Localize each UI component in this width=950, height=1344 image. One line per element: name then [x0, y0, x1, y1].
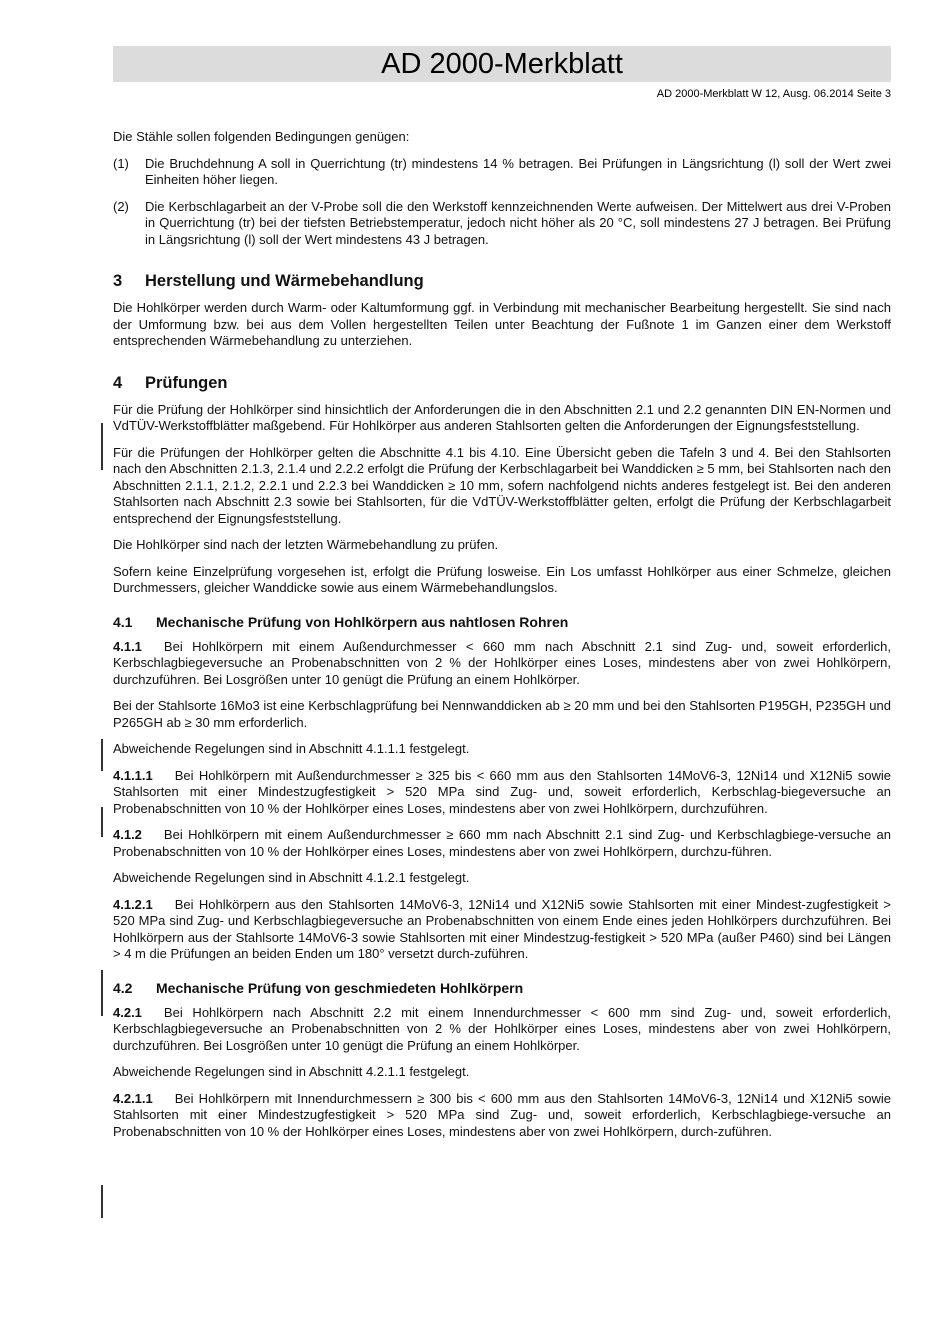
clause — [113, 639, 891, 689]
header-bar — [113, 46, 891, 82]
subsection-heading — [113, 979, 891, 997]
change-bar — [101, 423, 103, 470]
subsection-heading — [113, 613, 891, 631]
clause-text: Bei Hohlkörpern mit Innendurchmessern ≥ 300 bis < 600 mm aus den Stahlsorten 14MoV6-3, 12Ni14 und X12Ni5 sowie Stahlsorten mit einer Mindestzugfestigkeit > 520 MPa sind Zug- und, soweit erforderlich, Kerbschlagbiege-versuche an Probenabschnitten von 10 % der Hohlkörper eines Loses, mindestens aber von zwei Hohlkörpern, durch-zuführen. — [113, 1090, 891, 1139]
clause-text: Bei Hohlkörpern mit Außendurchmesser ≥ 325 bis < 660 mm aus den Stahlsorten 14MoV6-3, 12Ni14 und X12Ni5 sowie Stahlsorten mit einer Mindestzugfestigkeit > 520 MPa sind Zug- und, soweit erforderlich, Kerbschlag-biegeversuche an Probenabschnitten von 10 % der Hohlkörper eines Loses, mindestens aber von zwei Hohlkörpern, durchzuführen. — [113, 767, 891, 816]
page-title: AD 2000-Merkblatt — [381, 48, 623, 80]
list-item-number: (2) — [113, 198, 129, 214]
clause — [113, 1091, 891, 1141]
list-item — [113, 156, 891, 189]
list-item-text: Die Bruchdehnung A soll in Querrichtung (tr) mindestens 14 % betragen. Bei Prüfungen in Längsrichtung (l) soll der Wert zwei Einheiten höher liegen. — [145, 155, 891, 187]
change-bar — [101, 807, 103, 837]
paragraph: Bei der Stahlsorte 16Mo3 ist eine Kerbschlagprüfung bei Nennwanddicken ab ≥ 20 mm und bei den Stahlsorten P195GH, P235GH und P265GH ab ≥ 30 mm erforderlich. — [113, 698, 891, 730]
section-number: 4 — [113, 373, 123, 392]
change-bar — [101, 739, 103, 771]
clause — [113, 897, 891, 963]
document-body — [113, 129, 891, 1150]
paragraph: Für die Prüfung der Hohlkörper sind hinsichtlich der Anforderungen die in den Abschnitten 2.1 und 2.2 genannten DIN EN-Normen und VdTÜV-Werkstoffblätter maßgebend. Für Hohlkörper aus anderen Stahlsorten gelten die Anforderungen der Eignungsfeststellung. — [113, 401, 891, 433]
paragraph: Sofern keine Einzelprüfung vorgesehen ist, erfolgt die Prüfung losweise. Ein Los umfasst Hohlkörper aus einer Schmelze, gleichen Durchmessers, gleicher Wanddicke sowie aus einem Wärmebehandlungslos. — [113, 563, 891, 595]
list-item — [113, 199, 891, 249]
section-title: Prüfungen — [145, 373, 228, 392]
paragraph: Abweichende Regelungen sind in Abschnitt 4.1.1.1 festgelegt. — [113, 741, 470, 756]
clause — [113, 768, 891, 818]
document-reference: AD 2000-Merkblatt W 12, Ausg. 06.2014 Seite 3 — [656, 88, 891, 100]
paragraph: Abweichende Regelungen sind in Abschnitt 4.1.2.1 festgelegt. — [113, 870, 470, 885]
paragraph: Für die Prüfungen der Hohlkörper gelten die Abschnitte 4.1 bis 4.10. Eine Übersicht geben die Tafeln 3 und 4. Bei den Stahlsorten nach den Abschnitten 2.1.3, 2.1.4 und 2.2.2 erfolgt die Prüfung der Kerbschlagarbeit bei Wanddicken ≥ 5 mm, bei Stahlsorten nach den Abschnitten 2.1.1, 2.1.2, 2.2.1 und 2.2.3 bei Wanddicken ≥ 10 mm, sofern nachfolgend nichts anderes festgelegt ist. Bei den anderen Stahlsorten nach Abschnitt 2.3 sowie bei Stahlsorten, für die VdTÜV-Werkstoffblätter gelten, erfolgt die Prüfung der Kerbschlagarbeit entsprechend der Eignungsfeststellung. — [113, 444, 891, 526]
list-item-text: Die Kerbschlagarbeit an der V-Probe soll die den Werkstoff kennzeichnenden Werte aufweisen. Der Mittelwert aus drei V-Proben in Querrichtung (tr) bei der tiefsten Betriebstemperatur, jedoch nicht höher als 20 °C, soll mindestens 27 J betragen. Bei Prüfung in Längsrichtung (l) soll der Wert mindestens 43 J betragen. — [145, 198, 891, 247]
clause-number: 4.2.1.1 — [113, 1090, 153, 1106]
clause-text: Bei Hohlkörpern nach Abschnitt 2.2 mit einem Innendurchmesser < 600 mm sind Zug- und, soweit erforderlich, Kerbschlagbiegeversuche an Probenabschnitten von 2 % der Hohlkörper eines Loses, mindestens aber von zwei Hohlkörpern, durchzuführen. Bei Losgrößen unter 10 genügt die Prüfung an einem Hohlkörper. — [113, 1004, 891, 1053]
subsection-title: Mechanische Prüfung von geschmiedeten Hohlkörpern — [156, 979, 524, 996]
section-title: Herstellung und Wärmebehandlung — [145, 272, 424, 290]
clause-number: 4.1.1 — [113, 638, 142, 654]
paragraph: Die Hohlkörper sind nach der letzten Wärmebehandlung zu prüfen. — [113, 537, 499, 552]
clause — [113, 1005, 891, 1055]
clause-text: Bei Hohlkörpern aus den Stahlsorten 14MoV6-3, 12Ni14 und X12Ni5 sowie Stahlsorten mit einer Mindest-zugfestigkeit > 520 MPa sind Zug- und Kerbschlagbiegeversuche an Probenabschnitten von einem Ende eines jeden Hohlkörpers durchzuführen. Bei Hohlkörpern aus der Stahlsorte 14MoV6-3 sowie Stahlsorten mit einer Mindestzug-festigkeit > 520 MPa (außer P460) sind bei Längen > 4 m die Prüfungen an beiden Enden um 180° versetzt durch-zuführen. — [113, 896, 891, 961]
clause-number: 4.1.2.1 — [113, 896, 153, 912]
clause-text: Bei Hohlkörpern mit einem Außendurchmesser < 660 mm nach Abschnitt 2.1 sind Zug- und, soweit erforderlich, Kerbschlagbiegeversuche an Probenabschnitten von 2 % der Hohlkörper eines Loses, mindestens aber von zwei Hohlkörpern, durchzuführen. Bei Losgrößen unter 10 genügt die Prüfung an einem Hohlkörper. — [113, 638, 891, 687]
clause-number: 4.2.1 — [113, 1004, 142, 1020]
clause-text: Bei Hohlkörpern mit einem Außendurchmesser ≥ 660 mm nach Abschnitt 2.1 sind Zug- und Kerbschlagbiege-versuche an Probenabschnitten von 10 % der Hohlkörper eines Loses, mindestens aber von zwei Hohlkörpern, durchzu-führen. — [113, 827, 891, 859]
subsection-number: 4.1 — [113, 613, 133, 630]
clause-number: 4.1.1.1 — [113, 767, 153, 783]
clause — [113, 827, 891, 860]
section-number: 3 — [113, 272, 123, 290]
section-heading — [113, 271, 891, 291]
clause-number: 4.1.2 — [113, 827, 142, 842]
subsection-number: 4.2 — [113, 979, 133, 996]
section-heading — [113, 373, 891, 393]
paragraph: Die Hohlkörper werden durch Warm- oder Kaltumformung ggf. in Verbindung mit mechanischer Bearbeitung hergestellt. Sie sind nach der Umformung bzw. bei aus dem Vollen hergestellten Teilen unter Beachtung der Fußnote 1 im Ganzen einer dem Werkstoff entsprechenden Wärmebehandlung zu unterziehen. — [113, 300, 891, 348]
intro-lead: Die Stähle sollen folgenden Bedingungen genügen: — [113, 129, 410, 144]
change-bar — [101, 970, 103, 1016]
list-item-number: (1) — [113, 155, 129, 171]
paragraph: Abweichende Regelungen sind in Abschnitt 4.2.1.1 festgelegt. — [113, 1064, 470, 1079]
subsection-title: Mechanische Prüfung von Hohlkörpern aus nahtlosen Rohren — [156, 613, 569, 630]
change-bar — [101, 1185, 103, 1218]
